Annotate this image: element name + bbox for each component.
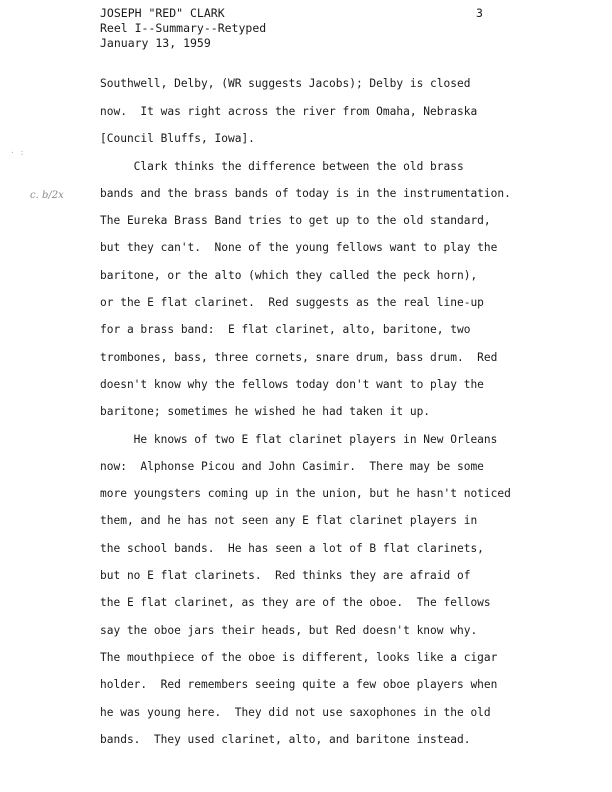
text-line: the school bands. He has seen a lot of B flat clarinets, xyxy=(100,542,484,555)
text-line: bands. They used clarinet, alto, and baritone instead. xyxy=(100,733,471,746)
text-line: baritone, or the alto (which they called the peck horn), xyxy=(100,269,478,282)
margin-handwritten-note: c. b/2x xyxy=(30,190,64,201)
text-line: doesn't know why the fellows today don't want to play the xyxy=(100,378,484,391)
page-number: 3 xyxy=(476,6,483,20)
text-line: the E flat clarinet, as they are of the oboe. The fellows xyxy=(100,596,491,609)
margin-speck: · : xyxy=(10,148,25,157)
document-header xyxy=(100,6,266,51)
text-line: for a brass band: E flat clarinet, alto, baritone, two xyxy=(100,323,471,336)
text-line: say the oboe jars their heads, but Red doesn't know why. xyxy=(100,624,478,637)
text-line: The Eureka Brass Band tries to get up to the old standard, xyxy=(100,214,491,227)
text-line: Clark thinks the difference between the old brass xyxy=(100,160,464,173)
text-line: trombones, bass, three cornets, snare drum, bass drum. Red xyxy=(100,351,498,364)
text-line: bands and the brass bands of today is in the instrumentation. xyxy=(100,187,511,200)
text-line: but they can't. None of the young fellows want to play the xyxy=(100,241,498,254)
interview-date: January 13, 1959 xyxy=(100,36,211,50)
text-line: He knows of two E flat clarinet players in New Orleans xyxy=(100,433,498,446)
interviewee-name: JOSEPH "RED" CLARK xyxy=(100,6,225,20)
text-line: holder. Red remembers seeing quite a few oboe players when xyxy=(100,678,498,691)
text-line: or the E flat clarinet. Red suggests as the real line-up xyxy=(100,296,484,309)
text-line: baritone; sometimes he wished he had taken it up. xyxy=(100,405,431,418)
text-line: he was young here. They did not use saxophones in the old xyxy=(100,706,491,719)
text-line: now. It was right across the river from Omaha, Nebraska xyxy=(100,105,478,118)
text-line: but no E flat clarinets. Red thinks they are afraid of xyxy=(100,569,471,582)
text-line: [Council Bluffs, Iowa]. xyxy=(100,132,255,145)
text-line: them, and he has not seen any E flat clarinet players in xyxy=(100,514,478,527)
reel-label: Reel I--Summary--Retyped xyxy=(100,21,267,35)
text-line: now: Alphonse Picou and John Casimir. There may be some xyxy=(100,460,484,473)
text-line: more youngsters coming up in the union, but he hasn't noticed xyxy=(100,487,511,500)
text-line: The mouthpiece of the oboe is different, looks like a cigar xyxy=(100,651,498,664)
text-line: Southwell, Delby, (WR suggests Jacobs); Delby is closed xyxy=(100,77,471,90)
